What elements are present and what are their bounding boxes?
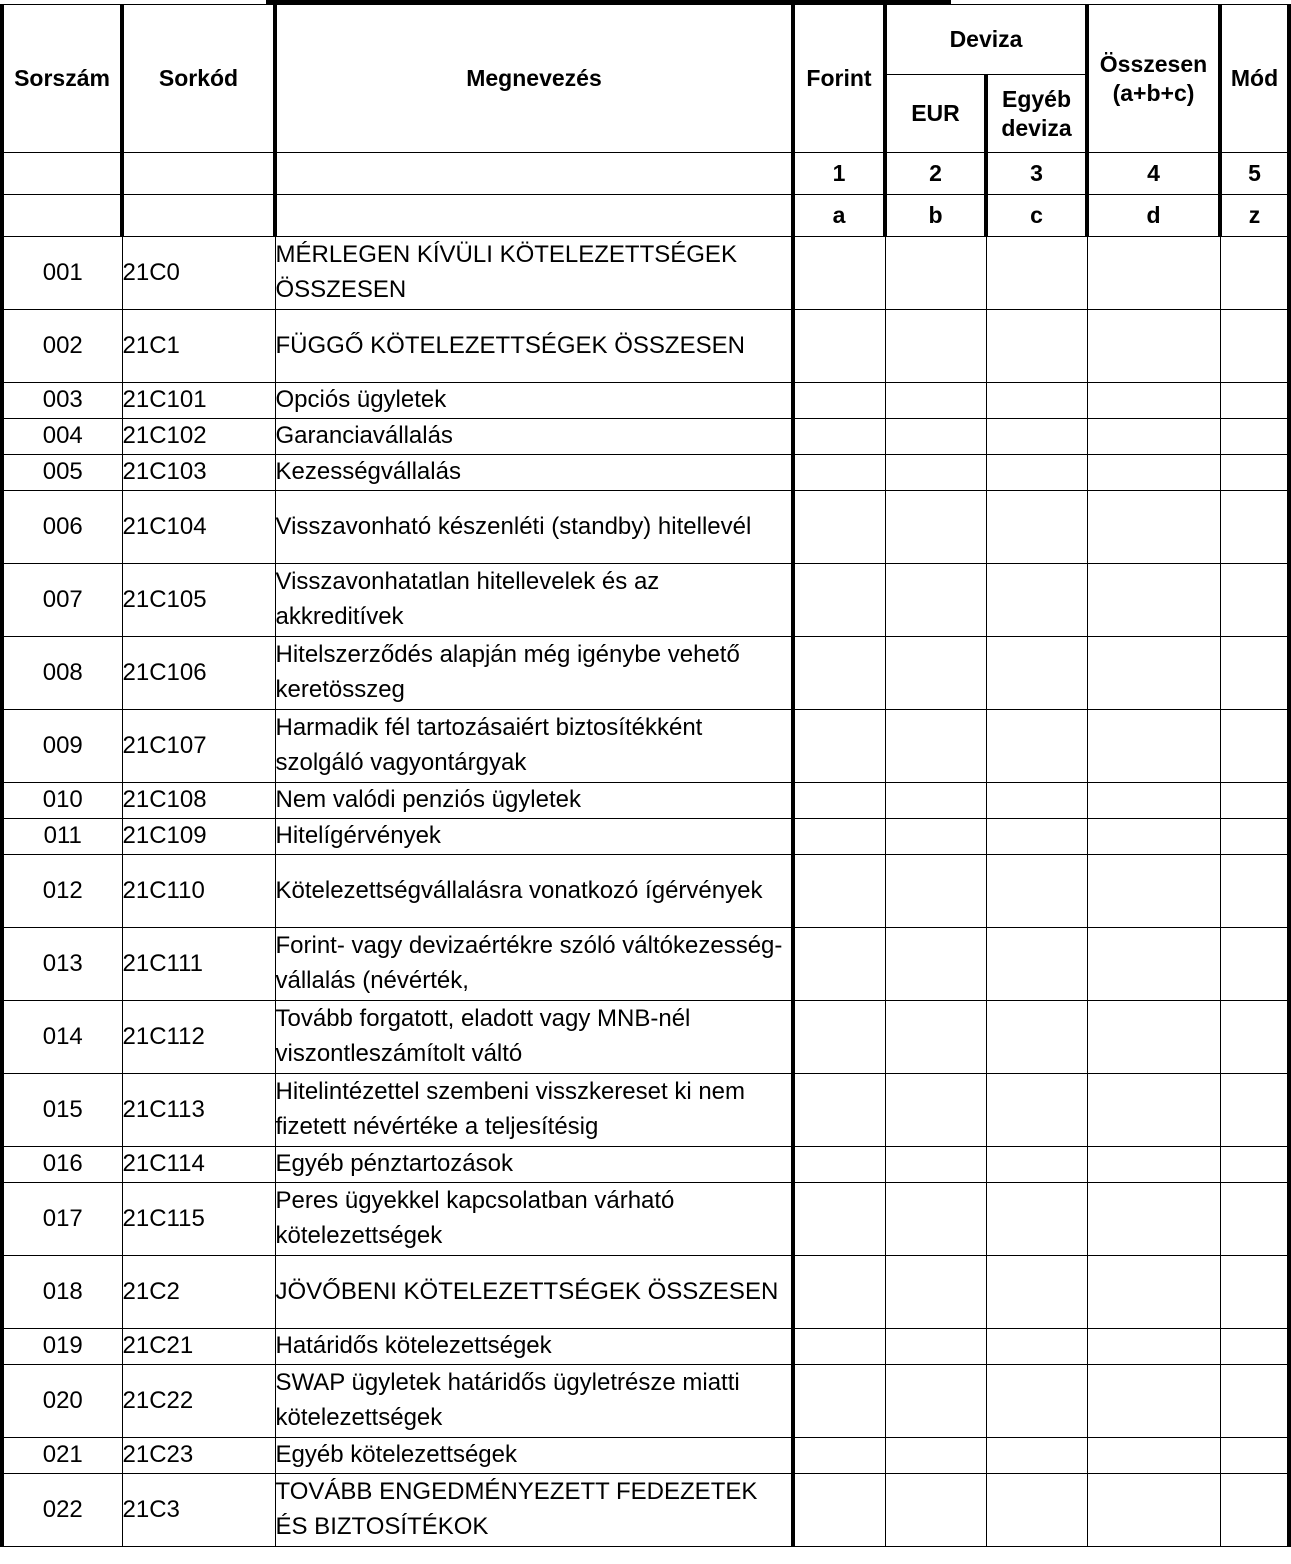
header-code: Sorkód — [122, 5, 275, 153]
cell-total[interactable] — [1087, 237, 1220, 310]
cell-total[interactable] — [1087, 855, 1220, 928]
header-name-cont2 — [275, 195, 793, 237]
header-seq-cont2 — [2, 195, 122, 237]
col-letter-b: b — [885, 195, 986, 237]
row-code: 21C3 — [122, 1474, 275, 1547]
table-row — [2, 310, 1289, 383]
cell-mod[interactable] — [1220, 1474, 1289, 1547]
cell-other-currency[interactable] — [986, 1074, 1087, 1147]
col-number-1: 1 — [793, 153, 885, 195]
cell-total[interactable] — [1087, 491, 1220, 564]
row-code: 21C112 — [122, 1001, 275, 1074]
cell-eur[interactable] — [885, 383, 986, 419]
row-seq: 021 — [2, 1438, 122, 1474]
row-code: 21C0 — [122, 237, 275, 310]
row-code: 21C111 — [122, 928, 275, 1001]
cell-other-currency[interactable] — [986, 564, 1087, 637]
cell-eur[interactable] — [885, 855, 986, 928]
cell-eur[interactable] — [885, 1329, 986, 1365]
cell-mod[interactable] — [1220, 383, 1289, 419]
header-deviza: Deviza — [885, 5, 1087, 75]
row-seq: 010 — [2, 783, 122, 819]
row-code: 21C115 — [122, 1183, 275, 1256]
row-name: SWAP ügyletek határidős ügyletrésze miatti kötelezettségek — [275, 1365, 793, 1438]
table-row — [2, 855, 1289, 928]
cell-mod[interactable] — [1220, 1074, 1289, 1147]
row-code: 21C21 — [122, 1329, 275, 1365]
table-row — [2, 1365, 1289, 1438]
cell-mod[interactable] — [1220, 455, 1289, 491]
cell-total[interactable] — [1087, 455, 1220, 491]
cell-mod[interactable] — [1220, 1183, 1289, 1256]
cell-eur[interactable] — [885, 783, 986, 819]
col-number-3: 3 — [986, 153, 1087, 195]
cell-eur[interactable] — [885, 637, 986, 710]
table-row — [2, 237, 1289, 310]
row-seq: 020 — [2, 1365, 122, 1438]
row-code: 21C1 — [122, 310, 275, 383]
header-seq: Sorszám — [2, 5, 122, 153]
table-row — [2, 1183, 1289, 1256]
cell-eur[interactable] — [885, 564, 986, 637]
table-row — [2, 928, 1289, 1001]
cell-forint[interactable] — [793, 1365, 885, 1438]
row-name: Hitelintézettel szembeni visszkereset ki nem fizetett névértéke a teljesítésig — [275, 1074, 793, 1147]
cell-other-currency[interactable] — [986, 1147, 1087, 1183]
cell-other-currency[interactable] — [986, 419, 1087, 455]
header-total: Összesen (a+b+c) — [1087, 5, 1220, 153]
cell-forint[interactable] — [793, 1001, 885, 1074]
header-forint: Forint — [793, 5, 885, 153]
row-code: 21C23 — [122, 1438, 275, 1474]
cell-forint[interactable] — [793, 237, 885, 310]
row-code: 21C106 — [122, 637, 275, 710]
table-row — [2, 383, 1289, 419]
cell-mod[interactable] — [1220, 1001, 1289, 1074]
table-row — [2, 1256, 1289, 1329]
cell-mod[interactable] — [1220, 1329, 1289, 1365]
cell-eur[interactable] — [885, 819, 986, 855]
col-letter-c: c — [986, 195, 1087, 237]
cell-eur[interactable] — [885, 1147, 986, 1183]
cell-total[interactable] — [1087, 1074, 1220, 1147]
cell-forint[interactable] — [793, 310, 885, 383]
cell-forint[interactable] — [793, 1438, 885, 1474]
cell-other-currency[interactable] — [986, 310, 1087, 383]
cell-other-currency[interactable] — [986, 1329, 1087, 1365]
table-row — [2, 783, 1289, 819]
cell-other-currency[interactable] — [986, 383, 1087, 419]
cell-eur[interactable] — [885, 1365, 986, 1438]
cell-eur[interactable] — [885, 1183, 986, 1256]
cell-eur[interactable] — [885, 491, 986, 564]
row-name: Kezességvállalás — [275, 455, 793, 491]
cell-other-currency[interactable] — [986, 237, 1087, 310]
row-seq: 006 — [2, 491, 122, 564]
row-code: 21C101 — [122, 383, 275, 419]
table-row — [2, 564, 1289, 637]
cell-eur[interactable] — [885, 928, 986, 1001]
cell-other-currency[interactable] — [986, 783, 1087, 819]
cell-eur[interactable] — [885, 455, 986, 491]
row-seq: 014 — [2, 1001, 122, 1074]
row-code: 21C110 — [122, 855, 275, 928]
row-seq: 017 — [2, 1183, 122, 1256]
row-seq: 011 — [2, 819, 122, 855]
cell-mod[interactable] — [1220, 637, 1289, 710]
row-code: 21C102 — [122, 419, 275, 455]
cell-forint[interactable] — [793, 1147, 885, 1183]
cell-eur[interactable] — [885, 710, 986, 783]
row-name: Nem valódi penziós ügyletek — [275, 783, 793, 819]
cell-total[interactable] — [1087, 383, 1220, 419]
row-code: 21C104 — [122, 491, 275, 564]
row-name: Egyéb kötelezettségek — [275, 1438, 793, 1474]
col-letter-z: z — [1220, 195, 1289, 237]
row-name: TOVÁBB ENGEDMÉNYEZETT FEDEZETEK ÉS BIZTOSÍTÉKOK — [275, 1474, 793, 1547]
cell-forint[interactable] — [793, 419, 885, 455]
row-code: 21C103 — [122, 455, 275, 491]
cell-mod[interactable] — [1220, 1438, 1289, 1474]
cell-eur[interactable] — [885, 419, 986, 455]
cell-mod[interactable] — [1220, 855, 1289, 928]
row-seq: 022 — [2, 1474, 122, 1547]
row-seq: 016 — [2, 1147, 122, 1183]
row-name: Hitelszerződés alapján még igénybe vehető keretösszeg — [275, 637, 793, 710]
cell-mod[interactable] — [1220, 819, 1289, 855]
row-code: 21C114 — [122, 1147, 275, 1183]
cell-other-currency[interactable] — [986, 1474, 1087, 1547]
col-letter-a: a — [793, 195, 885, 237]
cell-eur[interactable] — [885, 237, 986, 310]
cell-eur[interactable] — [885, 310, 986, 383]
header-code-cont2 — [122, 195, 275, 237]
cell-total[interactable] — [1087, 637, 1220, 710]
row-name: MÉRLEGEN KÍVÜLI KÖTELEZETTSÉGEK ÖSSZESEN — [275, 237, 793, 310]
cell-forint[interactable] — [793, 710, 885, 783]
row-name: Garanciavállalás — [275, 419, 793, 455]
cell-forint[interactable] — [793, 819, 885, 855]
cell-forint[interactable] — [793, 564, 885, 637]
table-row — [2, 491, 1289, 564]
cell-eur[interactable] — [885, 1074, 986, 1147]
cell-total[interactable] — [1087, 1438, 1220, 1474]
cell-mod[interactable] — [1220, 419, 1289, 455]
cell-mod[interactable] — [1220, 491, 1289, 564]
row-name: Tovább forgatott, eladott vagy MNB-nél viszontleszámítolt váltó — [275, 1001, 793, 1074]
row-code: 21C107 — [122, 710, 275, 783]
table-header — [2, 5, 1289, 237]
cell-forint[interactable] — [793, 491, 885, 564]
cell-total[interactable] — [1087, 819, 1220, 855]
row-name: Peres ügyekkel kapcsolatban várható kötelezettségek — [275, 1183, 793, 1256]
cell-other-currency[interactable] — [986, 710, 1087, 783]
cell-total[interactable] — [1087, 928, 1220, 1001]
cell-mod[interactable] — [1220, 237, 1289, 310]
cell-total[interactable] — [1087, 1474, 1220, 1547]
row-code: 21C109 — [122, 819, 275, 855]
cell-total[interactable] — [1087, 1365, 1220, 1438]
cell-total[interactable] — [1087, 1147, 1220, 1183]
cell-total[interactable] — [1087, 1256, 1220, 1329]
row-name: Hitelígérvények — [275, 819, 793, 855]
row-seq: 009 — [2, 710, 122, 783]
row-name: Határidős kötelezettségek — [275, 1329, 793, 1365]
row-name: Harmadik fél tartozásaiért biztosítékként szolgáló vagyontárgyak — [275, 710, 793, 783]
table-row — [2, 710, 1289, 783]
header-seq-cont — [2, 153, 122, 195]
row-code: 21C108 — [122, 783, 275, 819]
table-row — [2, 819, 1289, 855]
row-seq: 012 — [2, 855, 122, 928]
row-name: Kötelezettségvállalásra vonatkozó ígérvények — [275, 855, 793, 928]
col-number-2: 2 — [885, 153, 986, 195]
cell-mod[interactable] — [1220, 928, 1289, 1001]
cell-other-currency[interactable] — [986, 1001, 1087, 1074]
cell-mod[interactable] — [1220, 310, 1289, 383]
row-seq: 004 — [2, 419, 122, 455]
row-seq: 007 — [2, 564, 122, 637]
row-name: Visszavonhatatlan hitellevelek és az akkreditívek — [275, 564, 793, 637]
header-code-cont — [122, 153, 275, 195]
row-seq: 002 — [2, 310, 122, 383]
cell-forint[interactable] — [793, 1474, 885, 1547]
cell-eur[interactable] — [885, 1474, 986, 1547]
cell-forint[interactable] — [793, 783, 885, 819]
row-seq: 013 — [2, 928, 122, 1001]
cell-other-currency[interactable] — [986, 491, 1087, 564]
table-row — [2, 1001, 1289, 1074]
table-row — [2, 637, 1289, 710]
cell-mod[interactable] — [1220, 1365, 1289, 1438]
table-row — [2, 419, 1289, 455]
cell-total[interactable] — [1087, 310, 1220, 383]
cell-other-currency[interactable] — [986, 1183, 1087, 1256]
table-row — [2, 1329, 1289, 1365]
cell-total[interactable] — [1087, 1001, 1220, 1074]
cell-forint[interactable] — [793, 1074, 885, 1147]
cell-total[interactable] — [1087, 419, 1220, 455]
header-other-currency: Egyéb deviza — [986, 75, 1087, 153]
cell-forint[interactable] — [793, 1256, 885, 1329]
cell-forint[interactable] — [793, 1183, 885, 1256]
table-row — [2, 1474, 1289, 1547]
cell-forint[interactable] — [793, 383, 885, 419]
row-seq: 001 — [2, 237, 122, 310]
header-name-cont — [275, 153, 793, 195]
cell-forint[interactable] — [793, 455, 885, 491]
table-row — [2, 1438, 1289, 1474]
cell-total[interactable] — [1087, 1329, 1220, 1365]
row-code: 21C2 — [122, 1256, 275, 1329]
col-letter-d: d — [1087, 195, 1220, 237]
header-mod: Mód — [1220, 5, 1289, 153]
cell-total[interactable] — [1087, 783, 1220, 819]
row-seq: 015 — [2, 1074, 122, 1147]
cell-eur[interactable] — [885, 1001, 986, 1074]
row-name: Opciós ügyletek — [275, 383, 793, 419]
cell-forint[interactable] — [793, 1329, 885, 1365]
row-seq: 003 — [2, 383, 122, 419]
cell-total[interactable] — [1087, 710, 1220, 783]
cell-forint[interactable] — [793, 855, 885, 928]
cell-other-currency[interactable] — [986, 1256, 1087, 1329]
cell-other-currency[interactable] — [986, 819, 1087, 855]
row-code: 21C22 — [122, 1365, 275, 1438]
cell-other-currency[interactable] — [986, 637, 1087, 710]
cell-other-currency[interactable] — [986, 1438, 1087, 1474]
cell-mod[interactable] — [1220, 1256, 1289, 1329]
row-seq: 018 — [2, 1256, 122, 1329]
cell-other-currency[interactable] — [986, 455, 1087, 491]
cell-other-currency[interactable] — [986, 928, 1087, 1001]
row-code: 21C113 — [122, 1074, 275, 1147]
cell-total[interactable] — [1087, 1183, 1220, 1256]
cell-other-currency[interactable] — [986, 855, 1087, 928]
cell-eur[interactable] — [885, 1256, 986, 1329]
row-name: JÖVŐBENI KÖTELEZETTSÉGEK ÖSSZESEN — [275, 1256, 793, 1329]
col-number-4: 4 — [1087, 153, 1220, 195]
cell-mod[interactable] — [1220, 1147, 1289, 1183]
cell-total[interactable] — [1087, 564, 1220, 637]
cell-eur[interactable] — [885, 1438, 986, 1474]
off-balance-liabilities-table — [0, 4, 1291, 1547]
table-row — [2, 1147, 1289, 1183]
table-body — [2, 237, 1289, 1547]
col-number-5: 5 — [1220, 153, 1289, 195]
cell-mod[interactable] — [1220, 710, 1289, 783]
cell-other-currency[interactable] — [986, 1365, 1087, 1438]
row-seq: 019 — [2, 1329, 122, 1365]
cell-forint[interactable] — [793, 928, 885, 1001]
row-name: Egyéb pénztartozások — [275, 1147, 793, 1183]
table-row — [2, 1074, 1289, 1147]
row-name: Forint- vagy devizaértékre szóló váltókezesség-vállalás (névérték, — [275, 928, 793, 1001]
header-eur: EUR — [885, 75, 986, 153]
row-name: FÜGGŐ KÖTELEZETTSÉGEK ÖSSZESEN — [275, 310, 793, 383]
cell-mod[interactable] — [1220, 564, 1289, 637]
header-name: Megnevezés — [275, 5, 793, 153]
row-code: 21C105 — [122, 564, 275, 637]
cell-forint[interactable] — [793, 637, 885, 710]
row-name: Visszavonható készenléti (standby) hitellevél — [275, 491, 793, 564]
row-seq: 008 — [2, 637, 122, 710]
table-row — [2, 455, 1289, 491]
row-seq: 005 — [2, 455, 122, 491]
cell-mod[interactable] — [1220, 783, 1289, 819]
